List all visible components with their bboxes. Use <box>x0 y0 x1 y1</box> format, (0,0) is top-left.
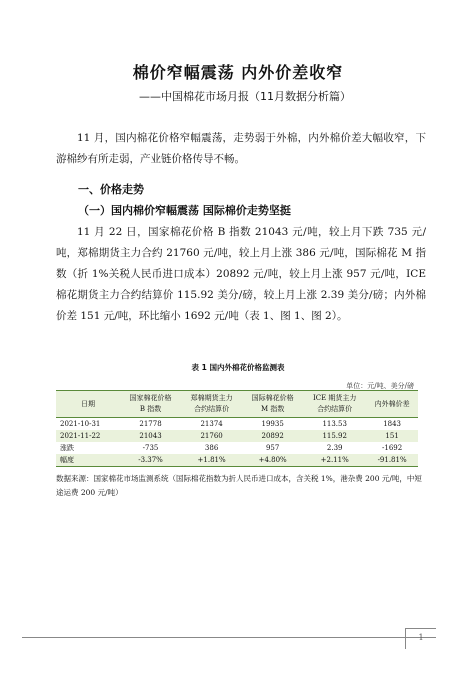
table-cell: 21760 <box>181 430 242 442</box>
table-header-cell: ICE 期货主力 合约结算价 <box>303 391 366 418</box>
table-header-cell: 国家棉花价格 B 指数 <box>120 391 181 418</box>
table-cell: 151 <box>366 430 418 442</box>
table-cell: +2.11% <box>303 454 366 467</box>
section-heading: 一、价格走势 <box>78 183 144 196</box>
table-row <box>56 454 418 467</box>
table-cell: -1692 <box>382 444 403 452</box>
table-cell: 115.92 <box>303 430 366 442</box>
table-header-cell: 内外棉价差 <box>366 391 418 418</box>
table-unit: 单位：元/吨、美分/磅 <box>346 382 414 390</box>
table-header-cell: 日期 <box>56 391 120 418</box>
data-source-note: 数据来源：国家棉花市场监测系统（国际棉花指数为折人民币进口成本，含关税 1%，港杂费 200 元/吨，中短途运费 200 元/吨） <box>56 474 422 497</box>
price-table <box>56 390 418 467</box>
table-cell: +4.80% <box>242 454 303 467</box>
table-cell: 2.39 <box>326 444 343 452</box>
table-row <box>56 430 418 442</box>
table-cell: 2021-10-31 <box>60 420 101 428</box>
table-cell: -735 <box>142 444 159 452</box>
table-cell: 386 <box>204 444 219 452</box>
table-cell: 1843 <box>383 420 402 428</box>
table-header-cell: 国际棉花价格 M 指数 <box>242 391 303 418</box>
table-cell: 19935 <box>261 420 284 428</box>
table-cell: 21778 <box>139 420 162 428</box>
table-cell: 113.53 <box>322 420 347 428</box>
price-paragraph: 11 月 22 日，国家棉花价格 B 指数 21043 元/吨，较上月下跌 735 元/吨，郑棉期货主力合约 21760 元/吨，较上月上涨 386 元/吨，国际棉花 M 指数（折 1%关税人民币进口成本）20892 元/吨，较上月上涨 957 元/吨，ICE 棉花期货主力合约结算价 115.92 美分/磅，较上月上涨 2.39 美分/磅；内外棉价差 151 元/吨，环比缩小 1692 元/吨（表 1、图 1、图 2）。 <box>56 226 426 322</box>
table-cell: 21043 <box>120 430 181 442</box>
table-cell: 21374 <box>200 420 223 428</box>
table-cell: +1.81% <box>181 454 242 467</box>
intro-paragraph: 11 月，国内棉花价格窄幅震荡，走势弱于外棉，内外棉价差大幅收窄，下游棉纱有所走弱，产业链价格传导不畅。 <box>56 132 426 165</box>
table-cell: -3.37% <box>120 454 181 467</box>
table-cell: 20892 <box>242 430 303 442</box>
table-row <box>56 418 418 431</box>
document-subtitle: ——中国棉花市场月报（11月数据分析篇） <box>139 90 351 103</box>
page-number: 1 <box>405 628 436 649</box>
table-cell: 幅度 <box>56 454 120 467</box>
table-cell: 2021-11-22 <box>56 430 120 442</box>
page-footer-rule <box>22 637 436 638</box>
table-caption: 表 1 国内外棉花价格监测表 <box>191 363 285 372</box>
document-title: 棉价窄幅震荡 内外价差收窄 <box>132 63 344 82</box>
table-cell: 957 <box>265 444 280 452</box>
table-cell: -91.81% <box>366 454 418 467</box>
table-header-cell: 郑棉期货主力 合约结算价 <box>181 391 242 418</box>
subsection-heading: （一）国内棉价窄幅震荡 国际棉价走势坚挺 <box>78 204 291 217</box>
table-cell: 涨跌 <box>60 444 74 452</box>
table-row <box>56 442 418 454</box>
table-header-row <box>56 391 418 418</box>
